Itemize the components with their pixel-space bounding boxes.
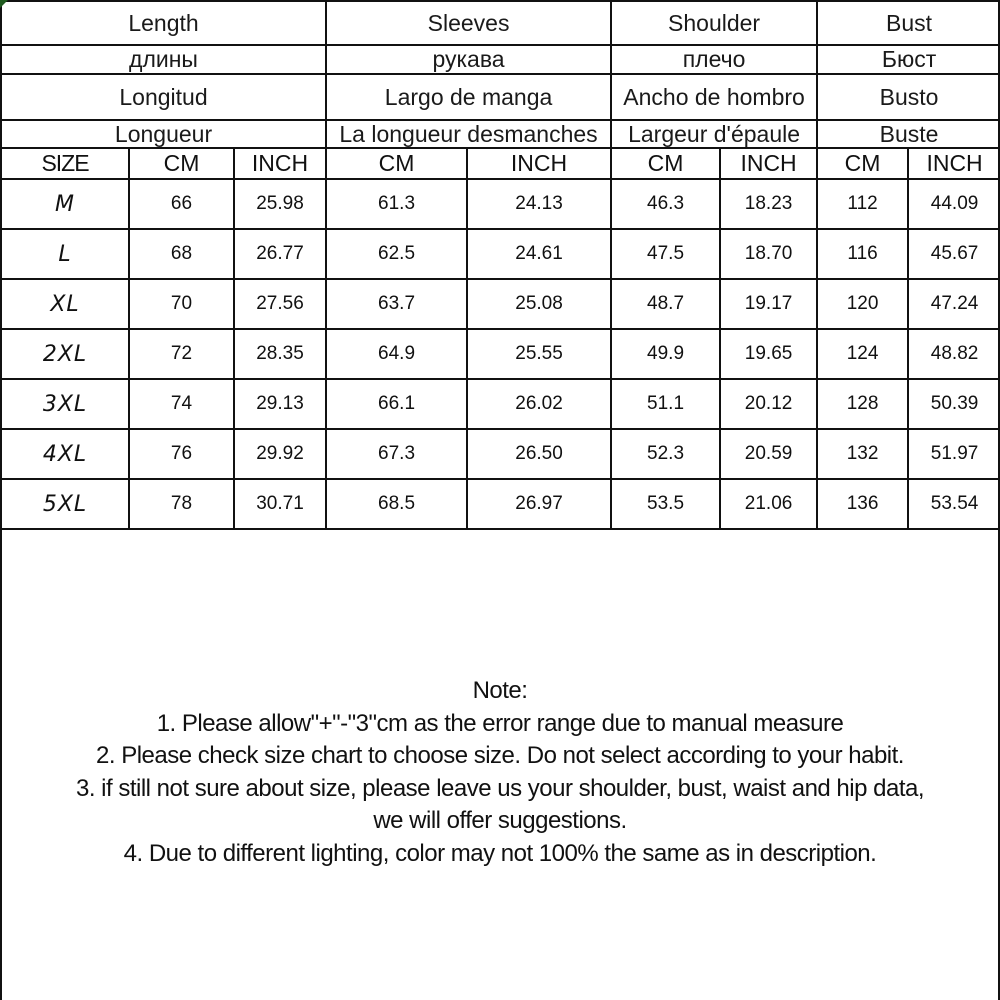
header-row-spanish xyxy=(1,74,1000,120)
shoulder-inch: 18.23 xyxy=(720,179,817,229)
shoulder-cm: 52.3 xyxy=(611,429,720,479)
header-shoulder-ru: плечо xyxy=(611,45,817,74)
sleeves-inch: 26.50 xyxy=(467,429,611,479)
sleeves-cm: 66.1 xyxy=(326,379,467,429)
header-length-fr: Longueur xyxy=(1,120,326,148)
length-inch: 26.77 xyxy=(234,229,326,279)
header-sleeves-fr: La longueur desmanches xyxy=(326,120,611,148)
header-bust-es: Busto xyxy=(817,74,1000,120)
length-inch: 27.56 xyxy=(234,279,326,329)
header-sleeves: Sleeves xyxy=(326,1,611,45)
sleeves-cm: 68.5 xyxy=(326,479,467,529)
notes-title: Note: xyxy=(472,677,528,704)
unit-sleeves-inch: INCH xyxy=(467,148,611,179)
unit-row xyxy=(1,148,1000,179)
table-row xyxy=(1,229,1000,279)
length-cm: 74 xyxy=(129,379,234,429)
length-inch: 28.35 xyxy=(234,329,326,379)
note-line-3: 3. if still not sure about size, please leave us your shoulder, bust, waist and hip data, xyxy=(75,774,925,802)
header-row-french xyxy=(1,120,1000,148)
unit-shoulder-cm: CM xyxy=(611,148,720,179)
unit-shoulder-inch: INCH xyxy=(720,148,817,179)
length-cm: 68 xyxy=(129,229,234,279)
header-length-ru: длины xyxy=(1,45,326,74)
sleeves-cm: 61.3 xyxy=(326,179,467,229)
table-row xyxy=(1,379,1000,429)
header-row-english xyxy=(1,1,1000,45)
note-line-1: 1. Please allow"+"-"3"cm as the error range due to manual measure xyxy=(156,709,844,737)
shoulder-cm: 48.7 xyxy=(611,279,720,329)
size-label: 3XL xyxy=(1,379,129,429)
shoulder-inch: 18.70 xyxy=(720,229,817,279)
length-inch: 25.98 xyxy=(234,179,326,229)
length-inch: 30.71 xyxy=(234,479,326,529)
bust-cm: 136 xyxy=(817,479,908,529)
header-bust-fr: Buste xyxy=(817,120,1000,148)
corner-mark xyxy=(0,0,8,8)
note-line-2: 2. Please check size chart to choose size. Do not select according to your habit. xyxy=(96,742,904,769)
bust-inch: 47.24 xyxy=(908,279,1000,329)
sleeves-inch: 26.02 xyxy=(467,379,611,429)
bust-cm: 124 xyxy=(817,329,908,379)
shoulder-inch: 20.59 xyxy=(720,429,817,479)
header-length-es: Longitud xyxy=(1,74,326,120)
bust-cm: 132 xyxy=(817,429,908,479)
note-line-3-cont: we will offer suggestions. xyxy=(373,807,627,834)
bust-cm: 112 xyxy=(817,179,908,229)
sleeves-cm: 62.5 xyxy=(326,229,467,279)
bust-inch: 45.67 xyxy=(908,229,1000,279)
unit-size: SIZE xyxy=(1,148,129,179)
length-cm: 70 xyxy=(129,279,234,329)
length-cm: 66 xyxy=(129,179,234,229)
table-row xyxy=(1,279,1000,329)
unit-sleeves-cm: CM xyxy=(326,148,467,179)
shoulder-inch: 20.12 xyxy=(720,379,817,429)
shoulder-inch: 19.17 xyxy=(720,279,817,329)
unit-bust-cm: CM xyxy=(817,148,908,179)
sleeves-cm: 67.3 xyxy=(326,429,467,479)
sleeves-inch: 24.13 xyxy=(467,179,611,229)
bust-inch: 53.54 xyxy=(908,479,1000,529)
size-label: M xyxy=(1,179,129,229)
table-row xyxy=(1,329,1000,379)
header-row-russian xyxy=(1,45,1000,74)
size-label: 2XL xyxy=(1,329,129,379)
length-inch: 29.92 xyxy=(234,429,326,479)
shoulder-cm: 53.5 xyxy=(611,479,720,529)
header-shoulder-fr: Largeur d'épaule xyxy=(611,120,817,148)
bust-inch: 48.82 xyxy=(908,329,1000,379)
header-length: Length xyxy=(1,1,326,45)
size-label: 5XL xyxy=(1,479,129,529)
bust-cm: 128 xyxy=(817,379,908,429)
sleeves-inch: 24.61 xyxy=(467,229,611,279)
sleeves-cm: 64.9 xyxy=(326,329,467,379)
header-shoulder: Shoulder xyxy=(611,1,817,45)
table-row xyxy=(1,479,1000,529)
unit-bust-inch: INCH xyxy=(908,148,1000,179)
length-cm: 76 xyxy=(129,429,234,479)
bust-cm: 116 xyxy=(817,229,908,279)
shoulder-cm: 46.3 xyxy=(611,179,720,229)
size-label: 4XL xyxy=(1,429,129,479)
sleeves-inch: 26.97 xyxy=(467,479,611,529)
unit-length-inch: INCH xyxy=(234,148,326,179)
unit-length-cm: CM xyxy=(129,148,234,179)
bust-inch: 44.09 xyxy=(908,179,1000,229)
bust-inch: 50.39 xyxy=(908,379,1000,429)
header-bust-ru: Бюст xyxy=(817,45,1000,74)
header-sleeves-ru: рукава xyxy=(326,45,611,74)
size-label: XL xyxy=(1,279,129,329)
size-label: L xyxy=(1,229,129,279)
header-sleeves-es: Largo de manga xyxy=(326,74,611,120)
shoulder-inch: 21.06 xyxy=(720,479,817,529)
bust-inch: 51.97 xyxy=(908,429,1000,479)
sleeves-inch: 25.08 xyxy=(467,279,611,329)
header-bust: Bust xyxy=(817,1,1000,45)
sleeves-inch: 25.55 xyxy=(467,329,611,379)
table-row xyxy=(1,429,1000,479)
length-inch: 29.13 xyxy=(234,379,326,429)
table-row xyxy=(1,179,1000,229)
shoulder-cm: 51.1 xyxy=(611,379,720,429)
shoulder-cm: 49.9 xyxy=(611,329,720,379)
note-line-4: 4. Due to different lighting, color may not 100% the same as in description. xyxy=(123,839,877,867)
shoulder-inch: 19.65 xyxy=(720,329,817,379)
length-cm: 78 xyxy=(129,479,234,529)
bust-cm: 120 xyxy=(817,279,908,329)
sleeves-cm: 63.7 xyxy=(326,279,467,329)
notes-section xyxy=(0,675,1000,870)
length-cm: 72 xyxy=(129,329,234,379)
header-shoulder-es: Ancho de hombro xyxy=(611,74,817,120)
shoulder-cm: 47.5 xyxy=(611,229,720,279)
